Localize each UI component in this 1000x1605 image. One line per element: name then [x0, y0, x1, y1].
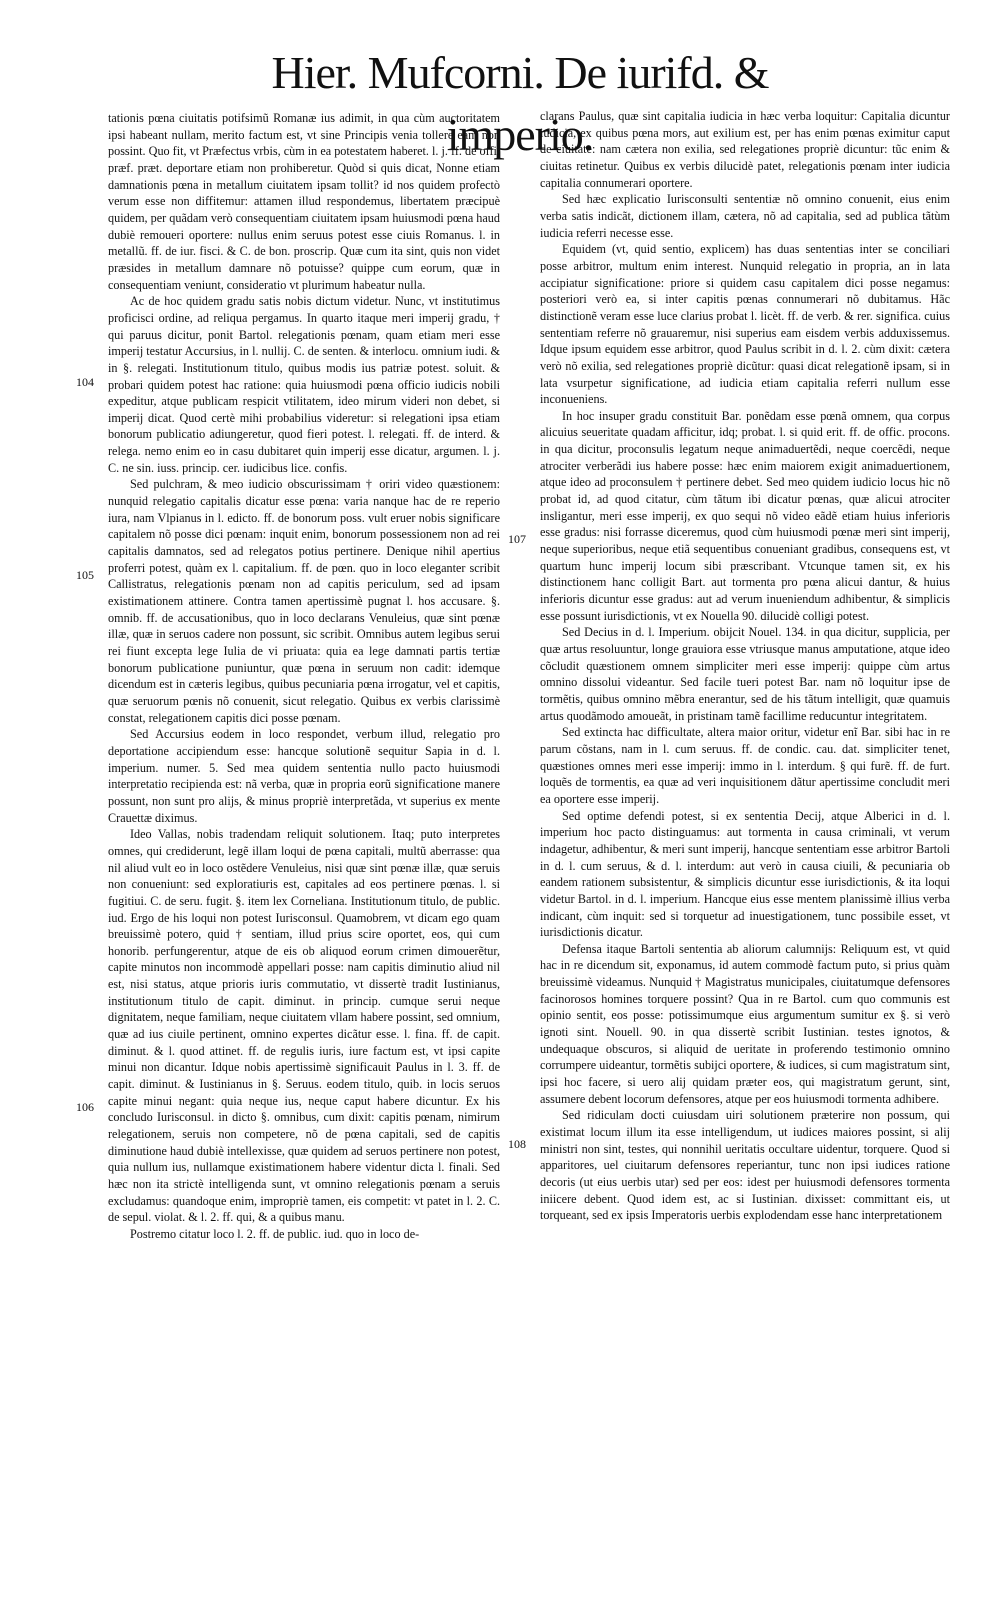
margin-number-106: 106 [76, 1100, 94, 1114]
right-paragraph-6: Sed extincta hac difficultate, altera maior oritur, videtur enĩ Bar. sibi hac in re parum cõstans, nam in l. cum seruus. ff. de condic. cau. dat. simpliciter tenet, quæstiones omnes meri esse imperij: immo in l. interdum. § qui furẽ. ff. de furt. loquẽs de tormentis, ea quæ ad veri inquisitionem dãtur apertissime concludit meri ea oportere esse imperij. [540, 725, 950, 806]
right-paragraph-9: Sed ridiculam docti cuiusdam uiri solutionem præterire non possum, qui existimat locum illum ita esse intelligendum, ut iudices maiores possint, si alij ministri non sint, testes, qui nonnihil ueritatis occultare uidentur, torquere. Quod si apparitores, uel ciuitarum defensores reperiantur, tunc non ipsi iudices ratione decoris (ut eius uerbis utar) sed per eos: idest per huiusmodi defensores tormenta iniicere debent. Quod idem est, ac si Iustinian. dixisset: committant eis, ut torqueant, sed ex ipsis Imperatoris uerbis explodendam esse hanc interpretationem [540, 1108, 950, 1223]
right-paragraph-8: Defensa itaque Bartoli sententia ab aliorum calumnijs: Reliquum est, vt quid hac in re dicendum sit, exponamus, id autem commodè factum puto, si prius quàm breuissimè videamus. Nunquid † Magistratus municipales, ciuitatumque defensores facinorosos homines torquere possint? Qua in re Bartol. cum quo communis est opinio sentit, eos posse: potissimumque eius argumentum sumitur ex §. si verò ignoti sint. Nouell. 90. in qua dissertè scribit Iustinian. testes ignotos, & undequaque obscuros, si aliquid de ueritate in proferendo testimonio omnino corrumpere uideantur, tormẽtis subijci oportere, & iudices, si cum magistratum sint, ipsi hoc facere, si uero alij quidam præter eos, qui magistratum gerunt, sint, assumere debent locorum defensores, atque per eos huiusmodi tormenta adhibere. [540, 941, 950, 1106]
right-paragraph-4: In hoc insuper gradu constituit Bar. ponẽdam esse pœnã omnem, qua corpus alicuius seueritate quadam afficitur, idq; probat. l. si quid erit. ff. de offic. procons. in qua dicitur, proconsulis legatum neque animaduertẽdi, neque coercẽdi, neque atrociter verberãdi ius habere posse: hæc enim maiorem exigit animaduertionem, atque ideo ad proconsulem † pertinere debet. Sed meo quidem iudicio locus hic nõ probat id, ad quod citatur, cùm tãtum ibi dicatur pœnas, quæ alicui atrociter insligantur, meri esse imperij, ex quo sequi nõ video eãdẽ etiam huius inferioris esse gradus: nisi forrasse diceremus, quod cùm huiusmodi pœnæ meri sint imperij, neque superioribus, neque etiã sequentibus conueniant gradibus, consequens est, vt quartum hunc imperij locum sibi præscribant. Vtcunque tamen sit, ex his distinctionem hanc colligit Bart. aut tormenta pro pœna alicui dantur, & huius inferioris dicuntur esse gradus: aut ad verum inueniendum adhibentur, & simplicis esse possunt iurisdictionis, vt ex Nouella 90. dilucidè colligi potest. [540, 408, 950, 623]
right-paragraph-7: Sed optime defendi potest, si ex sententia Decij, atque Alberici in d. l. imperium hoc pacto distinguamus: aut tormenta in causa criminali, vt verum indagetur, adhibentur, & meri sunt imperij, hancque sententiam esse arbitror Bartoli in d. l. cum seruus, & d. l. interdum: aut verò in causa ciuili, & pecuniaria ob eandem rationem subsistentur, & simplicis dicuntur esse iurisdictionis, & ita loqui videtur Bartol. in d. l. imperium. Hancque eius esse mentem planissimè illius verba indicant, cùm inquit: sed si torquetur ad inuestigationem, tunc possibile esset, vt iurisdictionis dicatur. [540, 808, 950, 940]
left-paragraph-2: Ac de hoc quidem gradu satis nobis dictum videtur. Nunc, vt institutimus proficisci ordine, ad reliqua pergamus. In quarto itaque meri imperij gradu, † qui paruus dicitur, ponit Bartol. relegationis pœnam, quam etiam meri esse imperij testatur Accursius, in l. nullij. C. de senten. & interlocu. omnium iudi. & in §. relegati. Institutionum titulo, quibus modis ius patriæ potest. soluit. & probari quidem potest hac ratione: quia huiusmodi pœna officio iudicis nobili expeditur, atque publicam respicit vtilitatem, ideo mirum videri non debet, si imperij dicat. Quod certè mihi probabilius videretur: si relegationi ipsa etiam bonorum publicatio adiungeretur, quod fieri potest. l. relegati. ff. de interd. & relega. nemo enim eo in casu dubitaret quin imperij esse dicatur, argumen. l. j. C. ne sin. iuss. princip. cer. iudicibus lice. confis. [108, 294, 500, 475]
left-paragraph-3: Sed pulchram, & meo iudicio obscurissimam † oriri video quæstionem: nunquid relegatio capitalis dicatur esse pœna: varia nanque hac de re reperio iura, nam Vlpianus in l. edicto. ff. de bonorum poss. vult eruer nobis significare capitalem nõ posse dici pœnam: inquit enim, bonorum possessionem non ad rei capitalis damnatos, sed ad relegatos potius pertinere. Denique nihil apertius proferri potest, quàm ex l. capitalium. ff. de pœn. quo in loco eleganter scribit Callistratus, relegationis pœnam non ad capitis periculum, sed ad ipsam existimationem attinere. Contra tamen apertissimè pugnat l. hos accusare. §. omnib. ff. de accusationibus, quo in loco declarans Venuleius, quæ sint pœnæ illæ, quæ in seruos cadere non possunt, sic scribit. Omnibus autem legibus serui rei fiunt excepta lege Iulia de vi priuata: quia ea lege damnati partis tertiæ bonorum publicatione puniuntur, quæ pœna in seruum non cadit: idemque dicendum est in cæteris legibus, quibus pecuniaria pœna irrogatur, vel et capitis, quæ seruorum pœnis nõ conuenit, sicut relegatio. Quibus ex verbis clarissimè constat, relegationem capitis dici posse pœnam. [108, 477, 500, 725]
margin-number-107: 107 [508, 532, 526, 546]
margin-number-108: 108 [508, 1137, 526, 1151]
margin-number-105: 105 [76, 568, 94, 582]
right-paragraph-3: Equidem (vt, quid sentio, explicem) has duas sententias inter se conciliari posse arbitror, multum enim interest. Nunquid relegatio in propria, an in lata accipiatur significatione: priore si quidem casu capitalem dici posse negamus: posteriori verò ea, si inter capitis pœnas connumerari nõ dubitamus. Hãc distinctionẽ veram esse luce clarius probat l. licèt. ff. de verb. & rer. significa. cuius sententiam referre nõ grauaremur, nisi superius eam eisdem verbis adduxissemus. Idque ipsum equidem esse arbitror, quod Paulus scribit in d. l. 2. cùm dixit: cætera verò nõ exilia, sed relegationes propriè dicũtur: quasi dicat relegationẽ ipsam, si in lata vsurpetur significatione, ad iudicia etiam capitalia referri nullum esse inconueniens. [540, 242, 950, 407]
right-paragraph-5: Sed Decius in d. l. Imperium. obijcit Nouel. 134. in qua dicitur, supplicia, per quæ artus resoluuntur, longe grauiora esse vtriusque manus amputatione, atque ideo cõcludit quæstionem omnem simpliciter meri esse imperij: quippe cùm artus omnino dissolui videantur. Sed facile tueri potest Bar. nam nõ loquitur ipse de tormẽtis, quibus omnino mẽbra enerantur, sed de his tãtum intelligit, quæ quamuis artus quodãmodo amoueãt, in pristinam tamẽ facillime reducuntur integritatem. [540, 625, 950, 723]
left-paragraph-1: tationis pœna ciuitatis potifsimũ Romanæ ius adimit, in qua cùm auctoritatem ipsi habeant nullam, merito factum est, vt sine Principis venia tollere eam non possint. Quo fit, vt Præfectus vrbis, cùm in ea potestatem haberet. l. j. ff. de offi. præf. præt. deportare etiam non prohiberetur. Quòd si quis dicat, Nonne etiam damnationis pœna in metallum ciuitatem ipsam tollit? id nos quidem profectò verum esse non diffitemur: attamen illud respondemus, libertatem præcipuè quidem, per quãdam verò consequentiam ciuitatem ipsam huiusmodi pœna haud dubiè remoueri oportere: nullus enim seruus potest esse ciuis Romanus. l. in metallũ. ff. de iur. fisci. & C. de bon. proscrip. Quæ cum ita sint, quis non videt præsides in metallum damnare nõ potuisse? quippe cum eorum, quæ in consequentiam veniunt, consideratio vt plurimum habeatur nulla. [108, 111, 500, 292]
left-paragraph-4: Sed Accursius eodem in loco respondet, verbum illud, relegatio pro deportatione accipiendum esse: hancque solutionẽ sequitur Sapia in d. l. imperium. numer. 5. Sed mea quidem sententia nullo pacto huiusmodi interpretatio recipienda est: nã verba, quæ in propria eorũ significatione manere possunt, non sunt pro alijs, & minus propriè interpretãda, vt superius ex mente Crauettæ diximus. [108, 727, 500, 825]
left-paragraph-5: Ideo Vallas, nobis tradendam reliquit solutionem. Itaq; puto interpretes omnes, qui crediderunt, legẽ illam loqui de pœna capitali, multũ aberrasse: qua nil aliud vult eo in loco ostẽdere Venuleius, nisi quæ sint pœnæ illæ, quæ seruis non conueniunt: sed exploratiuris est, capitales ad eos pertinere pœnas. l. si fugitiui. C. de seru. fugit. §. item lex Corneliana. Institutionum titulo, de public. iud. Ergo de his loqui non potest Iurisconsul. Quamobrem, vt dicam ego quam breuissimè potero, quid † sentiam, illud prius scire oportet, eos, qui cum honorib. perfungerentur, atque de eis ob aliquod eorum crimen dimouerẽtur, capite minutos non incommodè appellari posse: nam capitis diminutio aliud nil est, nisi status, atque prioris iuris commutatio, vt dissertè tradit Iustinianus, institutionum titulo de capit. diminut. in princip. cumque serui neque dignitatem, neque familiam, neque ciuitatem vllam habere possint, sed omnium, quæ ad ius ciuile pertinent, omnino expertes dicãtur esse. l. fina. ff. de capit. diminut. & l. quod attinet. ff. de regulis iuris, iure factum est, vt ipsi capite minui non dicantur. Idque nobis apertissimè significauit Paulus in l. 3. ff. de capit. diminut. & Iustinianus in §. Seruus. eodem titulo, quib. in locis seruos capite minui negant: quia neque ius, neque caput habere dicuntur. Ex his concludo Iurisconsul. in dicto §. omnibus, cum dixit: capitis pœnam, nimirum relegationem, seruis non competere, nõ de pœna capitali, sed de capitis diminutione haud dubiè intellexisse, quæ quidem ad seruos pertinere non potest, quia nullum ius, nullamque existimationem habere videntur dicta l. finali. Sed hæc non ita strictè intelligenda sunt, vt omnino relegationis pœnam a seruis excludamus: quandoque enim, impropriè tamen, eis competit: vt patet in l. 2. C. de sepul. violat. & l. 2. ff. qui, & a quibus manu. [108, 827, 500, 1225]
right-paragraph-2: Sed hæc explicatio Iurisconsulti sententiæ nõ omnino conuenit, eius enim verba satis indicãt, dictionem illam, cætera, nõ ad capitalia, sed ad publica tãtùm iudicia referri necesse esse. [540, 192, 950, 240]
left-paragraph-6: Postremo citatur loco l. 2. ff. de public. iud. quo in loco de- [130, 1226, 420, 1241]
margin-number-104: 104 [76, 375, 94, 389]
right-column [540, 108, 950, 1224]
running-head: Hier. Mufcorni. De iurifd. & imperio. [271, 47, 769, 160]
right-paragraph-1: clarans Paulus, quæ sint capitalia iudicia in hæc verba loquitur: Capitalia dicuntur iudicia, ex quibus pœna mors, aut exilium est, per has enim pœnas eximitur caput de ciuitate: nam cætera non exilia, sed relegationes propriè dicuntur: tũc enim & ciuitas retinetur. Quibus ex verbis dilucidè patet, relegationis pœnam inter iudicia capitalia connumerari oportere. [540, 109, 950, 190]
left-column [108, 110, 500, 1243]
